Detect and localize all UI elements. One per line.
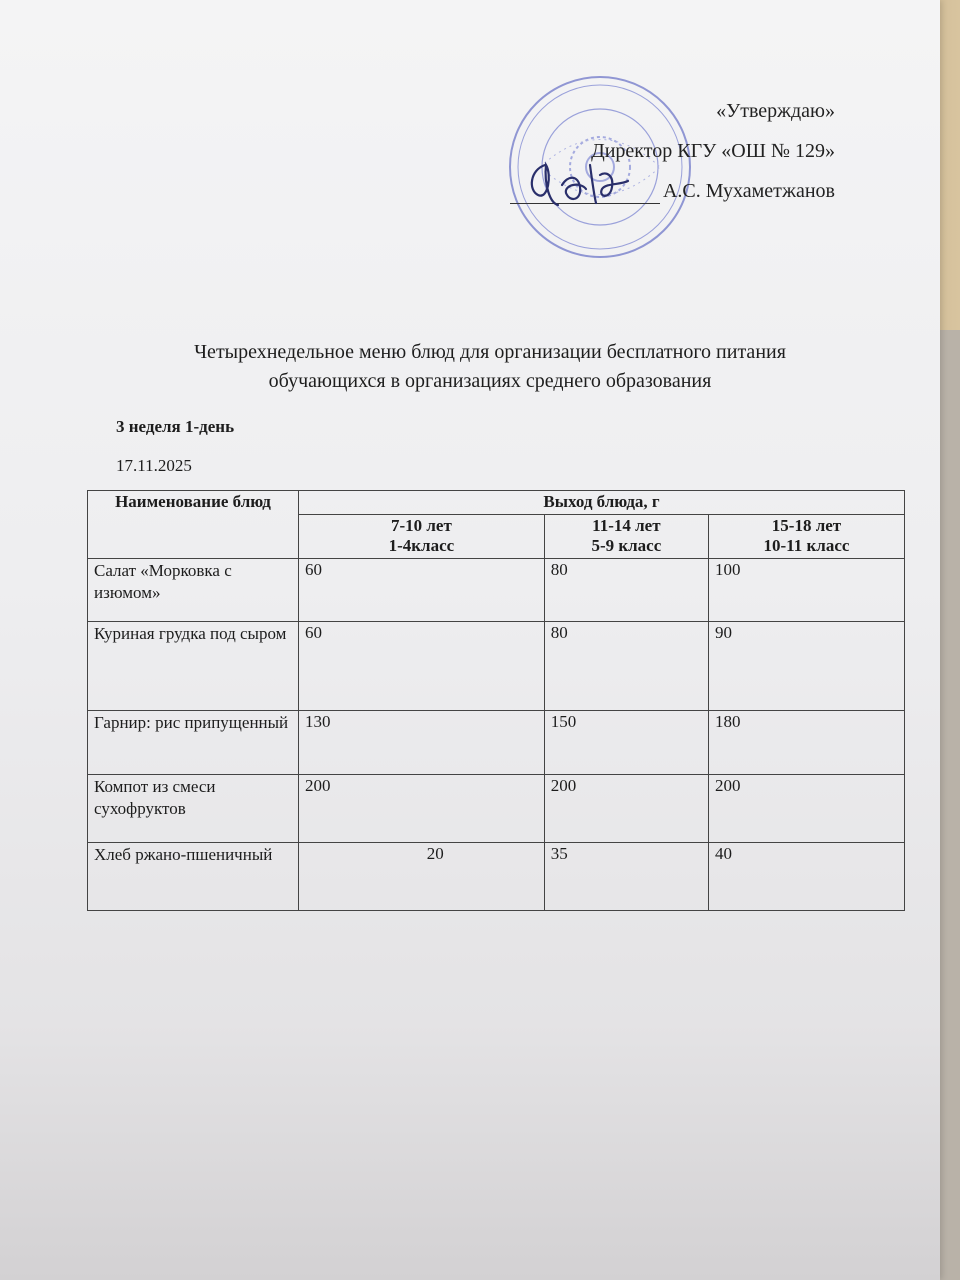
portion-value: 180 (708, 711, 904, 775)
approval-label: «Утверждаю» (716, 100, 835, 122)
portion-value: 100 (708, 559, 904, 622)
title-line-1: Четырехнедельное меню блюд для организации бесплатного питания (194, 341, 786, 363)
group-grade: 1-4класс (388, 536, 455, 555)
portion-value: 80 (544, 559, 708, 622)
portion-value: 20 (299, 843, 545, 911)
portion-value: 150 (544, 711, 708, 775)
menu-table (87, 490, 905, 911)
group-age: 7-10 лет (390, 516, 452, 535)
group-grade: 10-11 класс (763, 536, 850, 555)
document-title (100, 338, 880, 396)
handwritten-signature (520, 145, 635, 215)
title-line-2: обучающихся в организациях среднего образования (268, 370, 712, 392)
table-row (88, 622, 905, 711)
portion-value: 35 (544, 843, 708, 911)
header-dish-name: Наименование блюд (88, 491, 299, 559)
portion-value: 60 (299, 559, 545, 622)
group-grade: 5-9 класс (591, 536, 662, 555)
table-row (88, 711, 905, 775)
week-day-label: 3 неделя 1-день (116, 417, 235, 436)
portion-value: 40 (708, 843, 904, 911)
table-row (88, 775, 905, 843)
portion-value: 200 (544, 775, 708, 843)
header-group-1 (299, 515, 545, 559)
portion-value: 200 (299, 775, 545, 843)
dish-name: Компот из смеси сухофруктов (88, 775, 299, 843)
director-title: Директор КГУ «ОШ № 129» (591, 140, 835, 162)
portion-value: 90 (708, 622, 904, 711)
menu-date: 17.11.2025 (116, 456, 192, 475)
header-group-3 (708, 515, 904, 559)
header-group-2 (544, 515, 708, 559)
dish-name: Куриная грудка под сыром (88, 622, 299, 711)
group-age: 11-14 лет (592, 516, 661, 535)
portion-value: 130 (299, 711, 545, 775)
dish-name: Хлеб ржано-пшеничный (88, 843, 299, 911)
portion-value: 60 (299, 622, 545, 711)
header-output: Выход блюда, г (299, 491, 905, 515)
portion-value: 80 (544, 622, 708, 711)
portion-value: 200 (708, 775, 904, 843)
group-age: 15-18 лет (771, 516, 842, 535)
table-row (88, 559, 905, 622)
dish-name: Салат «Морковка с изюмом» (88, 559, 299, 622)
table-header-row (88, 491, 905, 515)
table-row (88, 843, 905, 911)
director-name: А.С. Мухаметжанов (662, 180, 835, 202)
dish-name: Гарнир: рис припущенный (88, 711, 299, 775)
